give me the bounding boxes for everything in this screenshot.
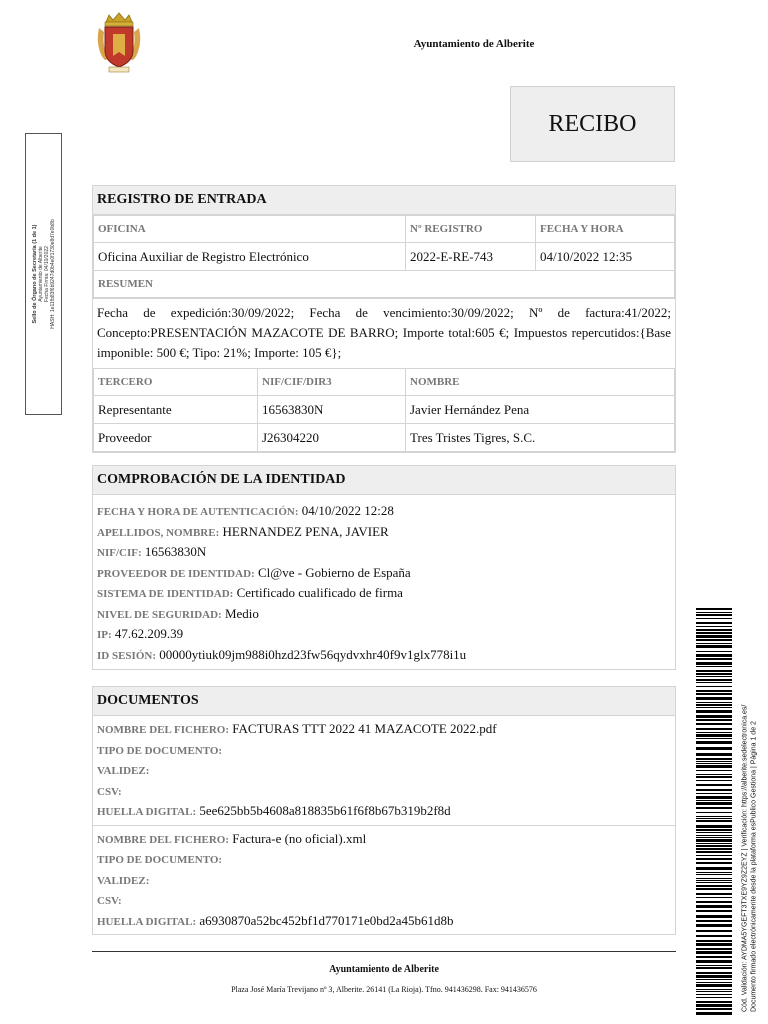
resumen-header: RESUMEN [94, 271, 675, 298]
verification-code: Cód. Validación: AYDMA5YGEFT3TXE9YZ9Z2EYZ | Verificación: https://alberite.sedelectronica.es/ [741, 704, 749, 1012]
table-row [94, 424, 675, 452]
nombre-cell: Tres Tristes Tigres, S.C. [406, 424, 675, 452]
footer-address: Plaza José María Trevijano nº 3, Alberite. 26141 (La Rioja). Tfno. 941436298. Fax: 941436576 [231, 985, 537, 994]
provider-row [97, 563, 671, 584]
documentos-title: DOCUMENTOS [93, 687, 675, 716]
seal-date: Fecha Firma: 04/10/2022 [43, 246, 50, 302]
document-type-box: RECIBO [510, 86, 675, 162]
field-label: CSV: [97, 895, 122, 907]
documentos-section [92, 686, 676, 935]
nombre-header: NOMBRE [406, 369, 675, 396]
session-id-row [97, 645, 671, 666]
field-value: Medio [224, 605, 259, 621]
footer-organization: Ayuntamiento de Alberite [329, 964, 439, 975]
ip-row [97, 624, 671, 645]
organization-name: Ayuntamiento de Alberite [413, 38, 535, 50]
field-value: 47.62.209.39 [114, 626, 184, 641]
tercero-cell: Proveedor [94, 424, 258, 452]
field-label: NIF/CIF: [97, 547, 142, 559]
field-value: 04/10/2022 12:28 [301, 503, 394, 518]
oficina-value: Oficina Auxiliar de Registro Electrónico [94, 243, 406, 271]
identidad-section [92, 465, 676, 670]
seal-organization: Ayuntamiento de Alberite [37, 246, 44, 302]
tercero-cell: Representante [94, 396, 258, 424]
oficina-header: OFICINA [94, 216, 406, 243]
field-label: VALIDEZ: [97, 765, 150, 777]
digital-fingerprint: a6930870a52bc452bf1d770171e0bd2a45b61d8b [199, 912, 454, 928]
nif-row [97, 542, 671, 563]
field-label: HUELLA DIGITAL: [97, 806, 197, 818]
document-entry [93, 716, 675, 825]
file-name: FACTURAS TTT 2022 41 MAZACOTE 2022.pdf [232, 721, 497, 736]
registro-table [93, 215, 675, 298]
field-label: APELLIDOS, NOMBRE: [97, 526, 220, 539]
resumen-text: Fecha de expedición:30/09/2022; Fecha de vencimiento:30/09/2022; Nº de factura:41/2022; Concepto:PRESENTACIÓN MAZACOTE DE BARRO; Importe total:605 €; Impuestos repercutidos:{Base imponible: 500 €; Tipo: 21%; Importe: 105 €}; [93, 298, 675, 368]
digital-fingerprint: 5ee625bb5b4608a818835b61f6f8b67b319b2f8d [199, 803, 451, 818]
field-label: NOMBRE DEL FICHERO: [97, 833, 230, 846]
document-entry [93, 825, 675, 935]
system-row [97, 583, 671, 604]
field-value: Certificado cualificado de firma [236, 585, 403, 600]
terceros-table [93, 368, 675, 452]
field-value: HERNANDEZ PENA, JAVIER [222, 523, 389, 539]
identidad-title: COMPROBACIÓN DE LA IDENTIDAD [93, 466, 675, 495]
field-label: TIPO DE DOCUMENTO: [97, 854, 223, 866]
field-label: NOMBRE DEL FICHERO: [97, 724, 230, 736]
field-value: 16563830N [144, 544, 207, 559]
identidad-details [93, 495, 675, 669]
secretary-seal [25, 133, 62, 415]
seal-title: Sello de Órgano de Secretaría (1 de 1) [31, 224, 38, 324]
nif-header: NIF/CIF/DIR3 [258, 369, 406, 396]
nombre-cell: Javier Hernández Pena [406, 396, 675, 424]
registro-title: REGISTRO DE ENTRADA [93, 186, 675, 215]
field-label: HUELLA DIGITAL: [97, 915, 197, 928]
field-label: TIPO DE DOCUMENTO: [97, 744, 223, 757]
field-label: ID SESIÓN: [97, 649, 156, 662]
field-label: VALIDEZ: [97, 874, 150, 887]
auth-datetime-row [97, 501, 671, 522]
barcode-icon [696, 608, 732, 1016]
field-label: PROVEEDOR DE IDENTIDAD: [97, 567, 255, 580]
nif-cell: J26304220 [258, 424, 406, 452]
security-level-row [97, 604, 671, 625]
field-label: NIVEL DE SEGURIDAD: [97, 608, 222, 621]
verification-platform: Documento firmado electrónicamente desde la plataforma esPublico Gestiona | Página 1 de 2 [750, 721, 757, 1012]
registro-section [92, 185, 676, 453]
seal-hash: HASH: 1e11fb83f6b9247d0b4e0f1730e8d7e0b8b [49, 219, 56, 329]
numero-header: Nº REGISTRO [406, 216, 536, 243]
table-row [94, 396, 675, 424]
fecha-value: 04/10/2022 12:35 [536, 243, 675, 271]
footer-divider [92, 951, 676, 952]
field-label: IP: [97, 629, 112, 641]
field-value: 00000ytiuk09jm988i0hzd23fw56qydvxhr40f9v1glx778i1u [159, 646, 467, 662]
file-name: Factura-e (no oficial).xml [232, 830, 367, 846]
nif-cell: 16563830N [258, 396, 406, 424]
numero-value: 2022-E-RE-743 [406, 243, 536, 271]
field-label: SISTEMA DE IDENTIDAD: [97, 588, 234, 600]
tercero-header: TERCERO [94, 369, 258, 396]
fecha-header: FECHA Y HORA [536, 216, 675, 243]
field-value: Cl@ve - Gobierno de España [257, 564, 411, 580]
name-row [97, 522, 671, 543]
field-label: FECHA Y HORA DE AUTENTICACIÓN: [97, 506, 299, 518]
verification-text [739, 608, 761, 1016]
field-label: CSV: [97, 785, 122, 798]
